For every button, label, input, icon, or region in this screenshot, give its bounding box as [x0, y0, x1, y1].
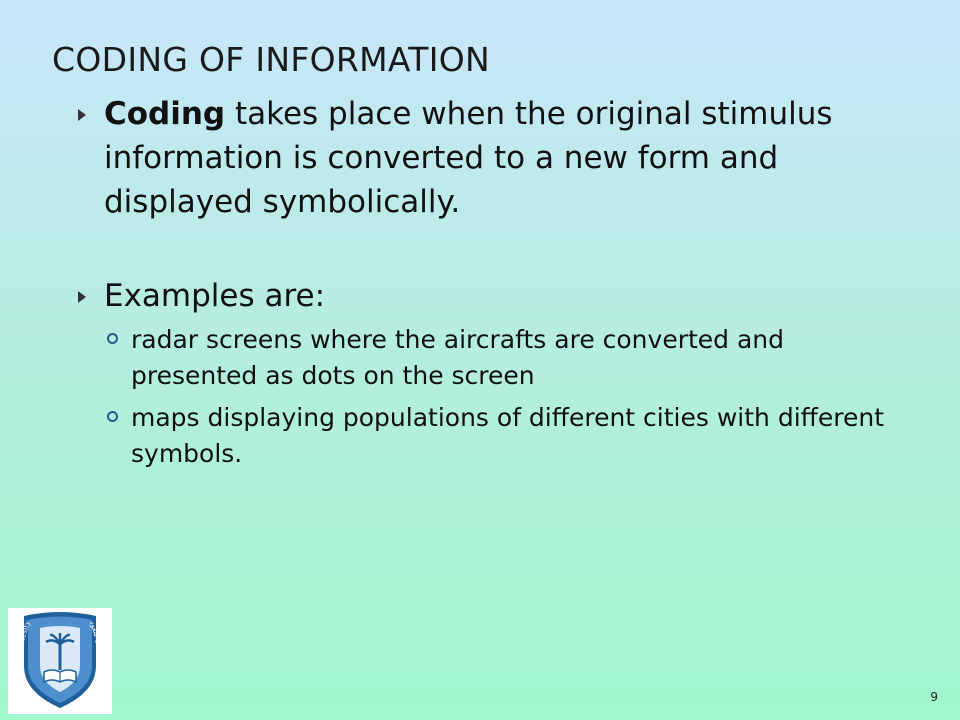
bullet-examples: [78, 274, 898, 318]
svg-text:جامعة الملك سعود: جامعة الملك سعود: [88, 619, 104, 677]
sub-bullet-text: radar screens where the aircrafts are converted and presented as dots on the screen: [131, 325, 785, 390]
sub-bullet-text: maps displaying populations of different cities with different symbols.: [131, 403, 885, 468]
circle-bullet-icon: [107, 411, 118, 422]
bullet-coding-definition: [78, 92, 898, 224]
sub-bullet-radar: [107, 322, 907, 394]
shield-logo-icon: [8, 608, 112, 714]
page-number: 9: [930, 690, 938, 704]
bullet-text: [104, 92, 898, 224]
bullet-text: Examples are:: [104, 278, 326, 314]
circle-bullet-icon: [107, 333, 118, 344]
logo-arc-text: King Saud University: [16, 619, 32, 698]
bullet-body: takes place when the original stimulus information is converted to a new form and displayed symbolically.: [104, 96, 833, 220]
university-logo: [8, 608, 112, 714]
bold-term: Coding: [104, 96, 226, 132]
triangle-bullet-icon: [78, 109, 86, 121]
triangle-bullet-icon: [78, 291, 86, 303]
sub-bullet-maps: [107, 400, 907, 472]
slide-title: CODING OF INFORMATION: [52, 40, 490, 79]
